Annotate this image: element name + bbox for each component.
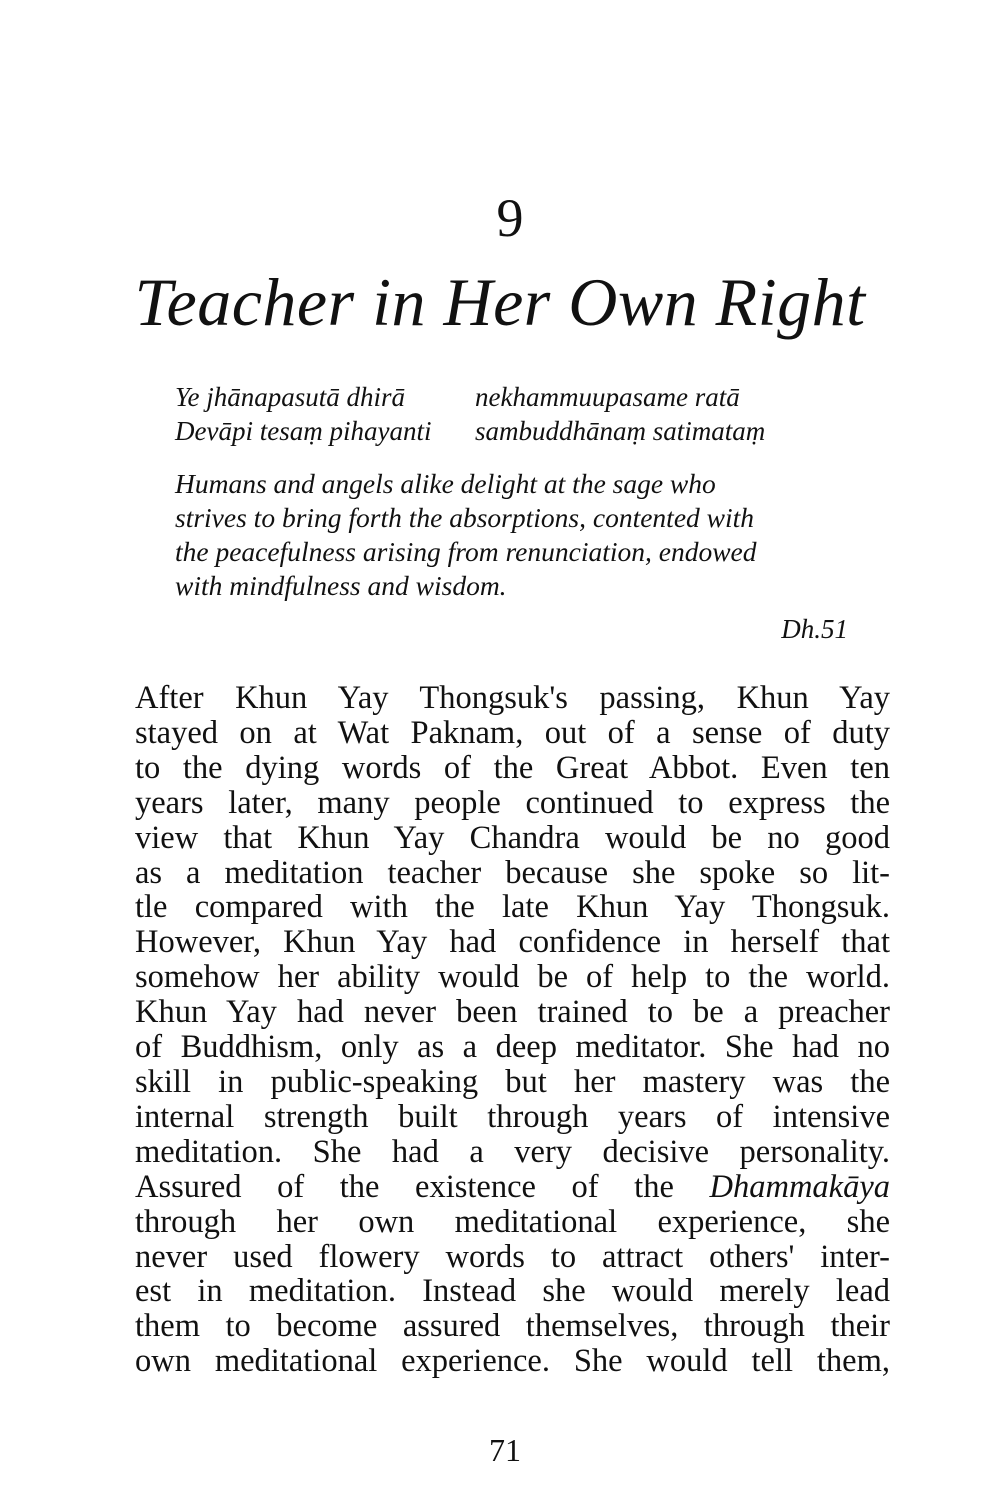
translation-line: Humans and angels alike delight at the sage who <box>175 468 716 499</box>
translation-line: the peacefulness arising from renunciation, endowed <box>175 536 757 567</box>
body-line: est in meditation. Instead she would merely lead <box>135 1273 890 1310</box>
body-line: view that Khun Yay Chandra would be no good <box>135 819 890 856</box>
pali-verse <box>175 380 875 448</box>
body-line: own meditational experience. She would tell them, <box>135 1343 890 1380</box>
chapter-title: Teacher in Her Own Right <box>134 264 866 340</box>
body-line: never used flowery words to attract others' inter- <box>135 1238 890 1275</box>
translation-line: strives to bring forth the absorptions, contented with <box>175 502 755 533</box>
verse-text: sambuddhānaṃ satimataṃ <box>475 416 766 446</box>
page-number: 71 <box>489 1432 521 1468</box>
body-line: After Khun Yay Thongsuk's passing, Khun Yay <box>135 680 890 716</box>
body-line: internal strength built through years of intensive <box>135 1098 890 1135</box>
body-line: However, Khun Yay had confidence in herself that <box>135 924 890 961</box>
verse-text: Devāpi tesaṃ pihayanti <box>175 416 432 446</box>
verse-row <box>175 414 875 448</box>
body-line: them to become assured themselves, through their <box>135 1308 890 1345</box>
chapter-number: 9 <box>496 188 524 248</box>
verse-row <box>175 380 875 414</box>
translation-line: with mindfulness and wisdom. <box>175 570 507 601</box>
verse-text: nekhammuupasame ratā <box>475 382 740 412</box>
dhammakaya-term: Dhammakāya <box>709 1168 891 1205</box>
body-line: tle compared with the late Khun Yay Thongsuk. <box>135 889 890 926</box>
body-paragraph <box>135 681 890 1379</box>
body-line: of Buddhism, only as a deep meditator. She had no <box>135 1029 890 1066</box>
body-line-with-term <box>135 1170 890 1205</box>
body-line: through her own meditational experience, she <box>135 1203 890 1240</box>
body-line: as a meditation teacher because she spoke so lit- <box>135 854 890 891</box>
body-line: meditation. She had a very decisive personality. <box>135 1133 890 1170</box>
body-line: years later, many people continued to express the <box>135 784 890 821</box>
verse-citation: Dh.51 <box>781 614 848 644</box>
body-line: to the dying words of the Great Abbot. Even ten <box>135 749 890 786</box>
verse-text: Ye jhānapasutā dhirā <box>175 382 406 412</box>
body-line: stayed on at Wat Paknam, out of a sense of duty <box>135 714 890 751</box>
body-line: Khun Yay had never been trained to be a preacher <box>135 994 890 1031</box>
body-line-text: Assured of the existence of the <box>135 1168 674 1205</box>
body-line: skill in public-speaking but her mastery was the <box>135 1063 890 1100</box>
body-line: somehow her ability would be of help to the world. <box>135 959 890 996</box>
verse-translation <box>175 467 855 603</box>
